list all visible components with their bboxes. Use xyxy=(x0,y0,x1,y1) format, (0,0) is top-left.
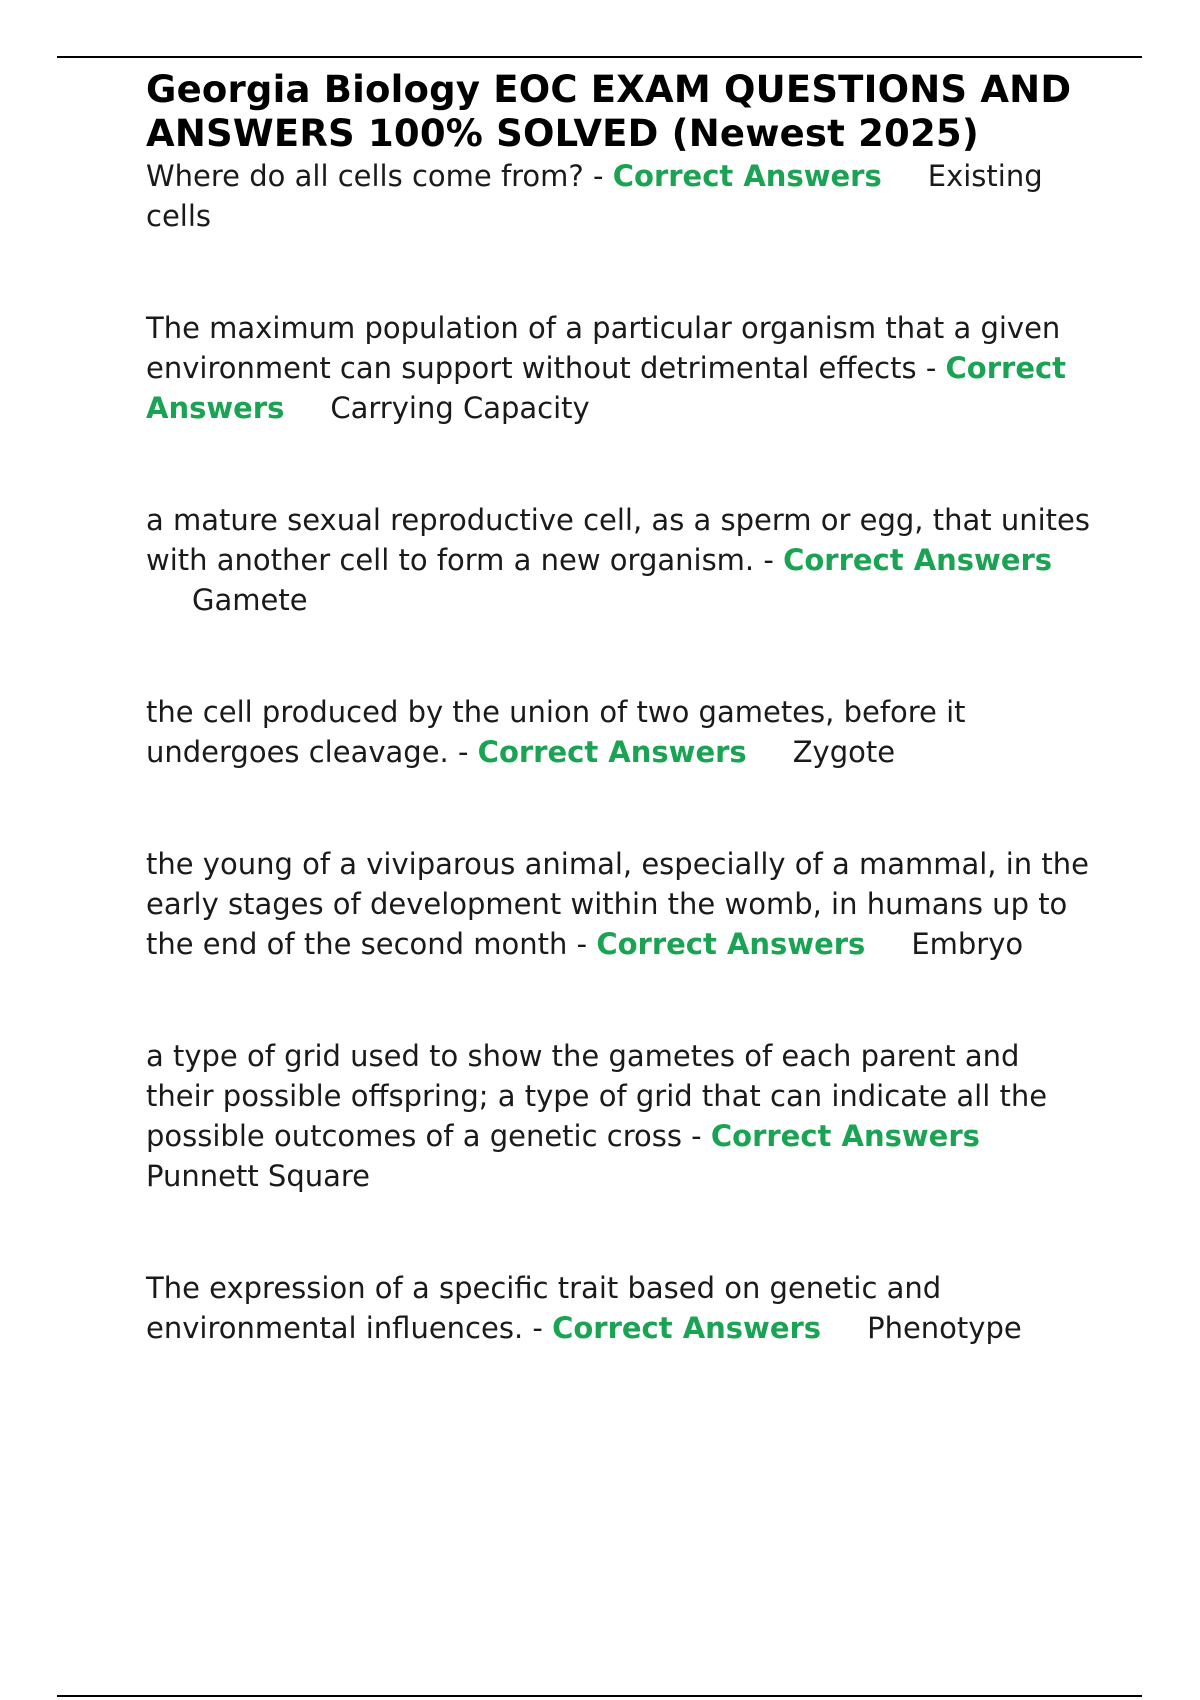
separator: - xyxy=(567,927,597,961)
separator: - xyxy=(916,351,946,385)
question-text: the cell produced by the union of two gametes, before it undergoes cleavage. xyxy=(146,695,966,769)
correct-answers-label: Correct Answers xyxy=(596,927,866,961)
answer-text: Punnett Square xyxy=(146,1159,371,1193)
bottom-rule xyxy=(57,1695,1142,1697)
correct-answers-label: Correct Answers xyxy=(783,543,1053,577)
correct-answers-label: Correct Answers xyxy=(552,1311,822,1345)
question-text: a type of grid used to show the gametes of each parent and their possible offspring; a type of grid that can indicate all the possible outcomes of a genetic cross xyxy=(146,1039,1048,1153)
correct-answers-label: Correct Answers xyxy=(477,735,747,769)
separator: - xyxy=(754,543,784,577)
answer-text: Zygote xyxy=(792,735,896,769)
qa-item xyxy=(146,308,1096,428)
top-rule xyxy=(57,56,1142,58)
answer-text: Existing cells xyxy=(146,159,1043,233)
question-text: the young of a viviparous animal, especially of a mammal, in the early stages of development within the womb, in humans up to the end of the second month xyxy=(146,847,1089,961)
document-title: Georgia Biology EOC EXAM QUESTIONS AND ANSWERS 100% SOLVED (Newest 2025) xyxy=(146,68,1072,155)
qa-list xyxy=(146,156,1096,1348)
answer-text: Gamete xyxy=(192,583,308,617)
correct-answers-label: Correct Answers xyxy=(710,1119,980,1153)
question-text: a mature sexual reproductive cell, as a sperm or egg, that unites with another cell to form a new organism. xyxy=(146,503,1090,577)
answer-text: Embryo xyxy=(911,927,1024,961)
correct-answers-label: Correct Answers xyxy=(146,351,1067,425)
separator: - xyxy=(448,735,478,769)
separator: - xyxy=(583,159,613,193)
qa-item xyxy=(146,692,1096,772)
question-text: The maximum population of a particular organism that a given environment can support without detrimental effects xyxy=(146,311,1061,385)
qa-item xyxy=(146,844,1096,964)
qa-item xyxy=(146,1268,1096,1348)
question-text: The expression of a specific trait based on genetic and environmental influences. xyxy=(146,1271,942,1345)
correct-answers-label: Correct Answers xyxy=(612,159,882,193)
document-body xyxy=(146,68,1096,1348)
separator: - xyxy=(681,1119,711,1153)
qa-item xyxy=(146,500,1096,620)
qa-item xyxy=(146,1036,1096,1196)
answer-text: Carrying Capacity xyxy=(330,391,590,425)
qa-item xyxy=(146,156,1096,236)
answer-text: Phenotype xyxy=(867,1311,1022,1345)
question-text: Where do all cells come from? xyxy=(146,159,584,193)
separator: - xyxy=(523,1311,553,1345)
